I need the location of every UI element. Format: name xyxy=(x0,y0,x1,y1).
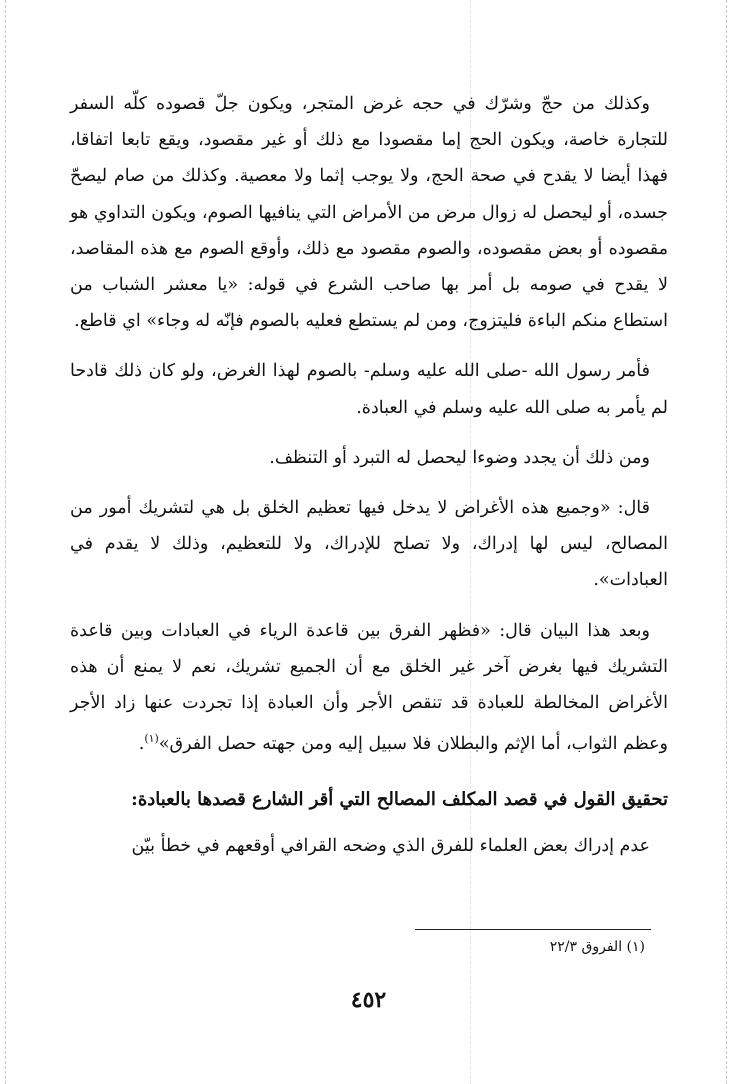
footnote-marker: (١) xyxy=(144,732,159,746)
body-text xyxy=(70,86,668,864)
footnote-separator xyxy=(415,929,651,930)
paragraph-6: عدم إدراك بعض العلماء للفرق الذي وضحه القرافي أوقعهم في خطأ بيّن xyxy=(131,836,650,857)
paragraph-3: ومن ذلك أن يجدد وضوءا ليحصل له التبرد أو التنظف. xyxy=(269,447,650,468)
paragraph-1: وكذلك من حجّ وشرّك في حجه غرض المتجر، ويكون جلّ قصوده كلّه السفر للتجارة خاصة، ويكون الحج إما مقصودا مع ذلك أو غير مقصود، ويقع تابعا اتفاقا، فهذا أيضا لا يقدح في صحة الحج، ولا يوجب إثما ولا معصية. وكذلك من صام ليصحّ جسده، أو ليحصل له زوال مرض من الأمراض التي ينافيها الصوم، ويكون التداوي هو مقصوده أو بعض مقصوده، والصوم مقصود مع ذلك، وأوقع الصوم مع هذه المقاصد، لا يقدح في صومه بل أمر بها صاحب الشرع في قوله: «يا معشر الشباب من استطاع منكم الباءة فليتزوج، ومن لم يستطع فعليه بالصوم فإنّه له وجاء» اي قاطع. xyxy=(70,94,668,332)
right-margin-guide xyxy=(726,0,727,1084)
page-number: ٤٥٢ xyxy=(350,987,387,1013)
paragraph-5: وبعد هذا البيان قال: «فظهر الفرق بين قاعدة الرياء في العبادات وبين قاعدة التشريك فيها بغرض آخر غير الخلق مع أن الجميع تشريك، نعم لا يمنع أن هذه الأغراض المخالطة للعبادة قد تنقص الأجر وأن العبادة إذا تجردت عنها زاد الأجر وعظم الثواب، أما الإثم والبطلان فلا سبيل إليه ومن جهته حصل الفرق»$^{(١)}$. xyxy=(70,620,668,755)
section-heading: تحقيق القول في قصد المكلف المصالح التي أقر الشارع قصدها بالعبادة: xyxy=(131,789,668,811)
paragraph-2: فأمر رسول الله -صلى الله عليه وسلم- بالصوم لهذا الغرض، ولو كان ذلك قادحا لم يأمر به صلى الله عليه وسلم في العبادة. xyxy=(70,361,668,418)
left-margin-guide xyxy=(5,0,6,1084)
paragraph-5-text: وبعد هذا البيان قال: «فظهر الفرق بين قاعدة الرياء في العبادات وبين قاعدة التشريك فيها بغرض آخر غير الخلق مع أن الجميع تشريك، نعم لا يمنع أن هذه الأغراض المخالطة للعبادة قد تنقص الأجر وأن العبادة إذا تجردت عنها زاد الأجر وعظم الثواب، أما الإثم والبطلان فلا سبيل إليه ومن جهته حصل الفرق» xyxy=(70,620,668,755)
paragraph-4: قال: «وجميع هذه الأغراض لا يدخل فيها تعظيم الخلق بل هي لتشريك أمور من المصالح، ليس لها إدراك، ولا تصلح للإدراك، ولا للتعظيم، وذلك لا يقدم في العبادات». xyxy=(70,498,668,591)
footnote: (١) الفروق ٢٢/٣ xyxy=(549,939,645,955)
